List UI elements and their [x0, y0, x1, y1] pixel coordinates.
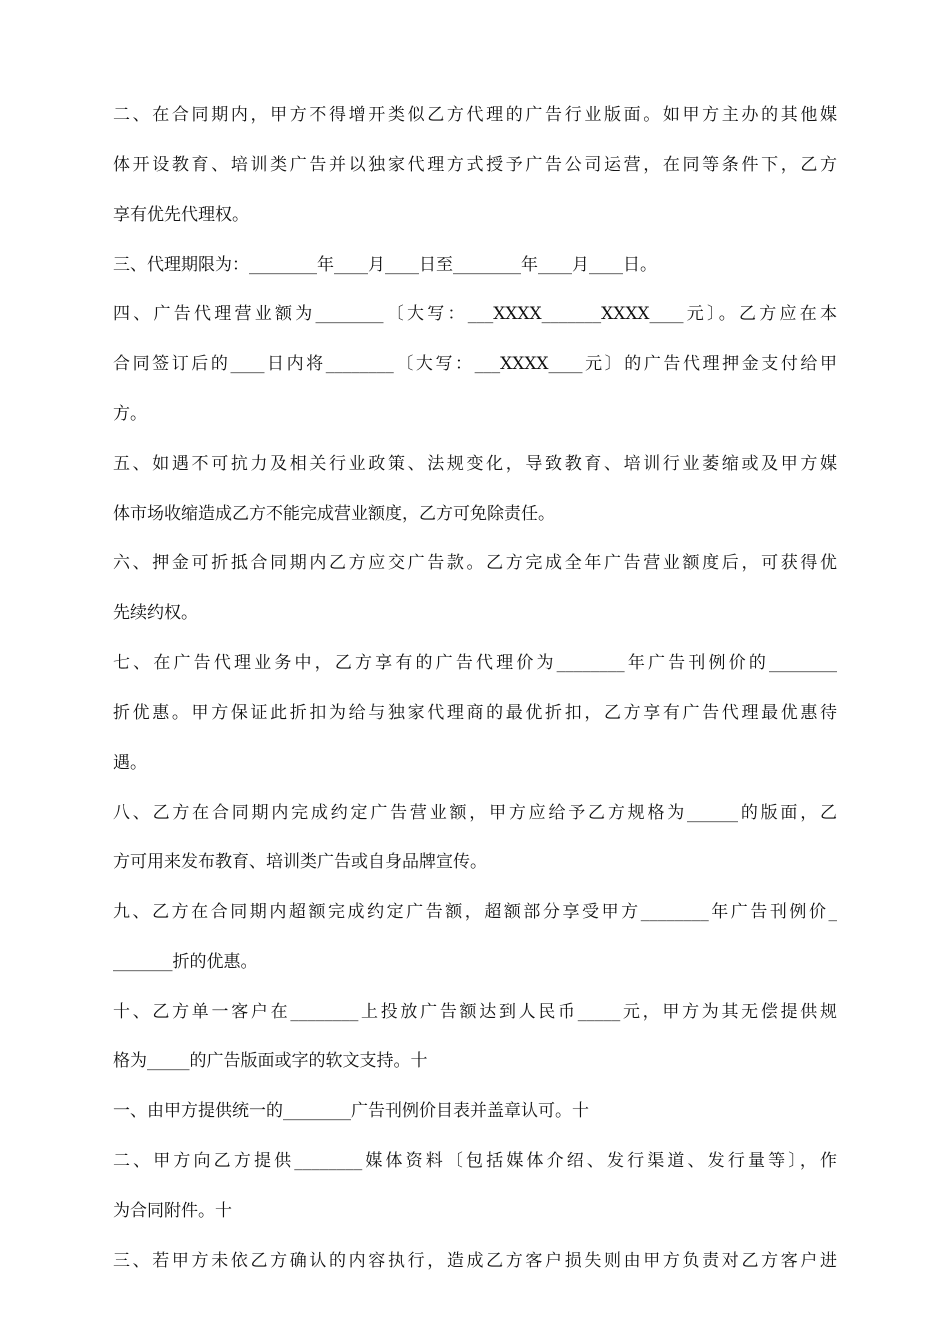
text-line: 先续约权。: [113, 603, 198, 623]
text-line: 三、若甲方未依乙方确认的内容执行，造成乙方客户损失则由甲方负责对乙方客户进: [113, 1251, 837, 1271]
text-line: 四、广告代理营业额为________〔大写：___XXXX_______XXXX____元〕。乙方应在本: [113, 304, 837, 324]
text-line: 一、由甲方提供统一的________广告刊例价目表并盖章认可。十: [113, 1101, 589, 1121]
text-line: 三、代理期限为：________年____月____日至________年____月____日。: [113, 255, 657, 275]
text-line: _______折的优惠。: [113, 952, 258, 972]
text-line: 二、甲方向乙方提供________媒体资料〔包括媒体介绍、发行渠道、发行量等〕，作: [113, 1151, 837, 1171]
text-line: 折优惠。甲方保证此折扣为给与独家代理商的最优折扣，乙方享有广告代理最优惠待: [113, 703, 837, 723]
text-line: 为合同附件。十: [113, 1201, 232, 1221]
text-line: 方可用来发布教育、培训类广告或自身品牌宣传。: [113, 852, 487, 872]
text-line: 体开设教育、培训类广告并以独家代理方式授予广告公司运营，在同等条件下，乙方: [113, 155, 837, 175]
text-line: 体市场收缩造成乙方不能完成营业额度，乙方可免除责任。: [113, 504, 555, 524]
text-line: 格为_____的广告版面或字的软文支持。十: [113, 1051, 428, 1071]
text-line: 享有优先代理权。: [113, 205, 249, 225]
text-line: 遇。: [113, 753, 147, 773]
text-line: 方。: [113, 404, 147, 424]
text-line: 七、在广告代理业务中，乙方享有的广告代理价为________年广告刊例价的________: [113, 653, 837, 673]
text-line: 六、押金可折抵合同期内乙方应交广告款。乙方完成全年广告营业额度后，可获得优: [113, 553, 837, 573]
text-line: 八、乙方在合同期内完成约定广告营业额，甲方应给予乙方规格为______的版面，乙: [113, 803, 837, 823]
text-line: 合同签订后的____日内将________〔大写：___XXXX____元〕的广告代理押金支付给甲: [113, 354, 837, 374]
text-line: 九、乙方在合同期内超额完成约定广告额，超额部分享受甲方________年广告刊例价_: [113, 902, 837, 922]
text-line: 十、乙方单一客户在________上投放广告额达到人民币_____元，甲方为其无偿提供规: [113, 1002, 837, 1022]
text-line: 二、在合同期内，甲方不得增开类似乙方代理的广告行业版面。如甲方主办的其他媒: [113, 105, 837, 125]
text-line: 五、如遇不可抗力及相关行业政策、法规变化，导致教育、培训行业萎缩或及甲方媒: [113, 454, 837, 474]
